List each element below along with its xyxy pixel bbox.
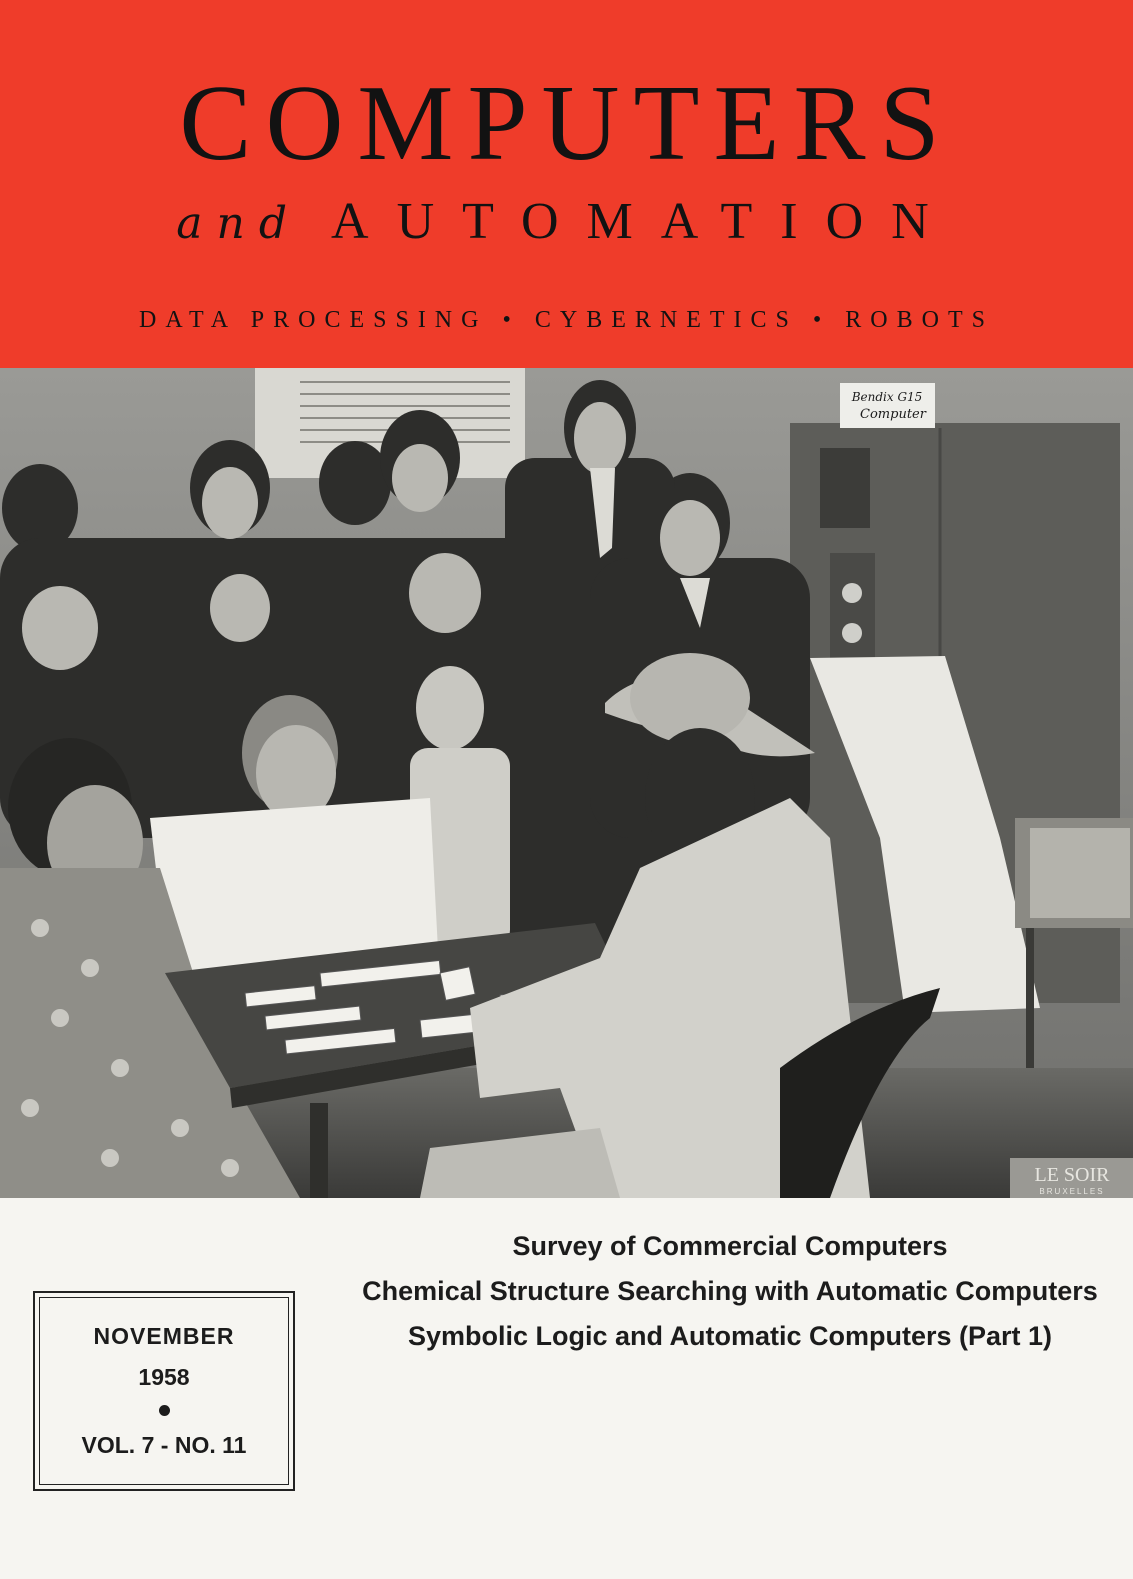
cover-photo-illustration bbox=[0, 368, 1133, 1198]
computer-sign-line-1: Bendix G15 bbox=[851, 390, 923, 404]
child-figure bbox=[416, 666, 484, 750]
magazine-title: COMPUTERS bbox=[179, 64, 954, 183]
issue-separator: - bbox=[160, 1432, 169, 1458]
cover-photo bbox=[0, 368, 1133, 1198]
cover-headlines bbox=[340, 1224, 1120, 1359]
issue-year: 1958 bbox=[138, 1364, 190, 1390]
photo-credit-city: BRUXELLES bbox=[1039, 1187, 1105, 1196]
issue-info-box bbox=[33, 1291, 295, 1491]
headline-1: Survey of Commercial Computers bbox=[512, 1231, 948, 1261]
issue-volume-number bbox=[35, 1432, 293, 1459]
tagline: DATA PROCESSING • CYBERNETICS • ROBOTS bbox=[139, 307, 994, 333]
issue-volume: VOL. 7 bbox=[81, 1432, 155, 1458]
bullet-icon bbox=[159, 1405, 170, 1416]
issue-number: NO. 11 bbox=[174, 1432, 247, 1458]
headline-2: Chemical Structure Searching with Automatic Computers bbox=[362, 1276, 1098, 1306]
headline-3: Symbolic Logic and Automatic Computers (Part 1) bbox=[407, 1321, 1053, 1351]
masthead bbox=[0, 0, 1133, 368]
magazine-subtitle bbox=[0, 193, 1133, 250]
subtitle-and: and bbox=[176, 198, 302, 249]
subtitle-automation: AUTOMATION bbox=[331, 193, 957, 250]
computer-sign-line-2: Computer bbox=[860, 407, 926, 422]
issue-month: NOVEMBER bbox=[93, 1323, 235, 1349]
photo-credit: LE SOIR bbox=[1034, 1164, 1110, 1186]
